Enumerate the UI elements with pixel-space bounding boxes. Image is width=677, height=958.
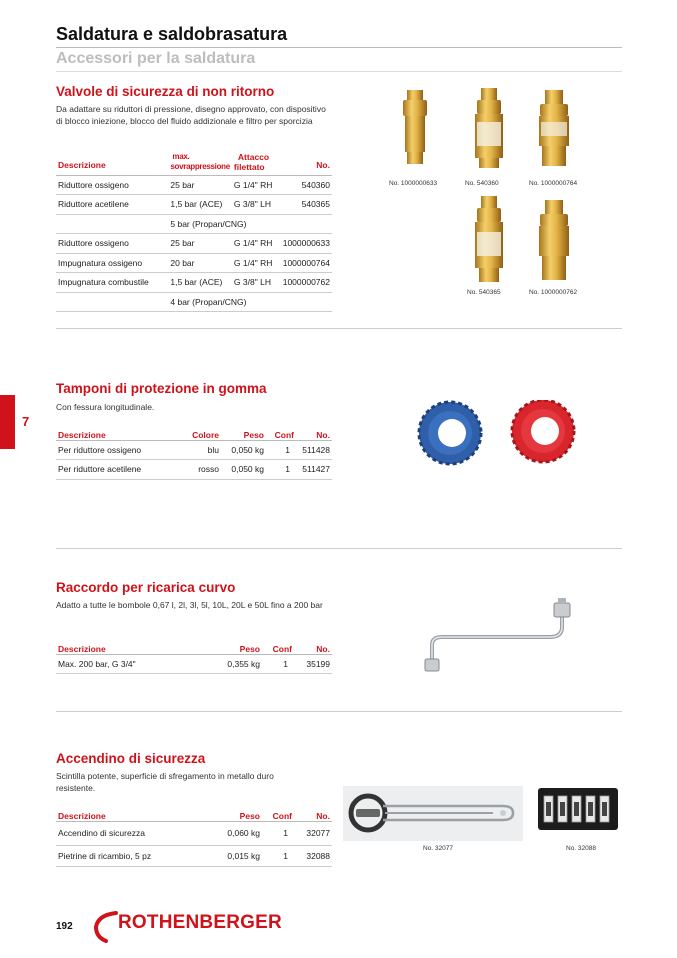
cell-thread: G 1/4" RH	[232, 175, 277, 195]
caption-flints: No. 32088	[566, 845, 596, 852]
col-header-no: No.	[277, 151, 332, 175]
cell-weight: 0,050 kg	[221, 440, 266, 460]
table-row	[56, 234, 332, 254]
col-header-max: max.	[172, 151, 190, 161]
rothenberger-logo-icon	[92, 909, 120, 943]
col-header-pack: Conf	[262, 637, 294, 654]
col-header-attacco: Attacco	[237, 151, 270, 162]
valves-table	[56, 151, 332, 312]
page-number: 192	[56, 921, 73, 932]
cell-desc: Impugnatura ossigeno	[56, 253, 168, 273]
cell-no: 540365	[277, 195, 332, 215]
subtitle-rule	[56, 71, 622, 72]
col-header-pack: Conf	[262, 804, 294, 821]
table-row	[56, 292, 332, 312]
cell-color: rosso	[176, 460, 221, 480]
section-desc-lighter: Scintilla potente, superficie di sfregamento in metallo duro resistente.	[56, 771, 274, 793]
cell-pack: 1	[266, 460, 296, 480]
cell-thread: G 3/8" LH	[232, 273, 277, 293]
cell-thread: G 3/8" LH	[232, 195, 277, 215]
col-header-weight: Peso	[206, 804, 262, 821]
cell-pressure: 5 bar (Propan/CNG)	[168, 214, 332, 234]
valve-product-images	[385, 82, 605, 302]
table-row	[56, 214, 332, 234]
caption-valve-3: No. 1000000764	[529, 180, 578, 187]
section-divider	[56, 711, 622, 712]
rubber-caps-images	[415, 400, 585, 470]
col-header-weight: Peso	[206, 637, 262, 654]
col-header-color: Colore	[176, 423, 221, 440]
caption-valve-5: No. 1000000762	[529, 289, 578, 296]
cell-pack: 1	[262, 654, 294, 674]
cell-no: 511427	[296, 460, 332, 480]
cell-no: 511428	[296, 440, 332, 460]
cell-weight: 0,050 kg	[221, 460, 266, 480]
cell-desc	[56, 214, 168, 234]
table-row	[56, 460, 332, 480]
connector-table	[56, 637, 332, 674]
col-header-description: Descrizione	[56, 151, 168, 175]
connector-image	[420, 595, 585, 685]
col-header-max-pressure	[168, 151, 232, 175]
cell-desc: Riduttore acetilene	[56, 195, 168, 215]
col-header-no: No.	[294, 637, 332, 654]
section-divider	[56, 548, 622, 549]
cell-no: 32088	[294, 845, 332, 866]
lighter-image	[343, 786, 523, 841]
caption-valve-2: No. 540360	[465, 180, 499, 187]
cell-desc: Per riduttore acetilene	[56, 460, 176, 480]
col-header-description: Descrizione	[56, 637, 206, 654]
cell-pressure: 4 bar (Propan/CNG)	[168, 292, 332, 312]
cell-desc: Impugnatura combustile	[56, 273, 168, 293]
cell-desc: Accendino di sicurezza	[56, 821, 206, 845]
cell-desc: Riduttore ossigeno	[56, 234, 168, 254]
cell-pressure: 25 bar	[168, 175, 232, 195]
valve-540365-image	[475, 196, 503, 282]
table-row	[56, 845, 332, 866]
col-header-filettato: filettato	[233, 161, 265, 172]
col-header-thread	[232, 151, 277, 175]
valve-540360-image	[475, 88, 503, 168]
section-desc-caps: Con fessura longitudinale.	[56, 402, 155, 412]
cell-no: 1000000762	[277, 273, 332, 293]
section-title-connector: Raccordo per ricarica curvo	[56, 580, 236, 595]
valve-1000000764-image	[539, 90, 569, 166]
cell-no: 540360	[277, 175, 332, 195]
col-header-no: No.	[296, 423, 332, 440]
cell-pack: 1	[262, 845, 294, 866]
cell-pack: 1	[266, 440, 296, 460]
cell-pressure: 1,5 bar (ACE)	[168, 195, 232, 215]
chapter-tab	[0, 395, 15, 449]
cell-no: 35199	[294, 654, 332, 674]
col-header-pack: Conf	[266, 423, 296, 440]
lighter-table	[56, 804, 332, 867]
col-header-description: Descrizione	[56, 423, 176, 440]
caption-valve-1: No. 1000000633	[389, 180, 438, 187]
blue-cap-image	[419, 402, 481, 464]
cell-pressure: 20 bar	[168, 253, 232, 273]
brand-name: ROTHENBERGER	[118, 912, 282, 933]
cell-pack: 1	[262, 821, 294, 845]
cell-no: 1000000633	[277, 234, 332, 254]
cell-desc: Max. 200 bar, G 3/4"	[56, 654, 206, 674]
cell-desc	[56, 292, 168, 312]
flints-image	[538, 788, 618, 830]
valve-1000000762-image	[539, 200, 569, 280]
table-row	[56, 821, 332, 845]
col-header-no: No.	[294, 804, 332, 821]
table-row	[56, 175, 332, 195]
chapter-number: 7	[22, 414, 30, 429]
title-rule	[56, 47, 622, 48]
col-header-overpressure: sovrappressione	[170, 161, 230, 171]
cell-thread: G 1/4" RH	[232, 253, 277, 273]
table-row	[56, 654, 332, 674]
cell-pressure: 1,5 bar (ACE)	[168, 273, 232, 293]
cell-no: 32077	[294, 821, 332, 845]
cell-pressure: 25 bar	[168, 234, 232, 254]
cell-desc: Per riduttore ossigeno	[56, 440, 176, 460]
table-row	[56, 253, 332, 273]
red-cap-image	[512, 400, 574, 462]
cell-desc: Pietrine di ricambio, 5 pz	[56, 845, 206, 866]
section-title-lighter: Accendino di sicurezza	[56, 751, 206, 766]
col-header-description: Descrizione	[56, 804, 206, 821]
cell-weight: 0,060 kg	[206, 821, 262, 845]
caption-valve-4: No. 540365	[467, 289, 501, 296]
cell-desc: Riduttore ossigeno	[56, 175, 168, 195]
cell-no: 1000000764	[277, 253, 332, 273]
section-desc-connector: Adatto a tutte le bombole 0,67 l, 2l, 3l, 5l, 10L, 20L e 50L fino a 200 bar	[56, 600, 323, 610]
cell-thread: G 1/4" RH	[232, 234, 277, 254]
table-row	[56, 195, 332, 215]
caption-lighter: No. 32077	[423, 845, 453, 852]
section-desc-valves: Da adattare su riduttori di pressione, disegno approvato, con dispositivo di blocco iniezione, blocco del fluido addizionale e filtro per sporcizia	[56, 104, 326, 126]
table-row	[56, 440, 332, 460]
table-row	[56, 273, 332, 293]
section-title-caps: Tamponi di protezione in gomma	[56, 381, 267, 396]
col-header-weight: Peso	[221, 423, 266, 440]
valve-1000000633-image	[403, 90, 427, 164]
page-title: Saldatura e saldobrasatura	[56, 24, 288, 44]
cell-weight: 0,355 kg	[206, 654, 262, 674]
caps-table	[56, 423, 332, 480]
cell-weight: 0,015 kg	[206, 845, 262, 866]
section-divider	[56, 328, 622, 329]
page-subtitle: Accessori per la saldatura	[56, 50, 256, 67]
section-title-valves: Valvole di sicurezza di non ritorno	[56, 84, 275, 99]
cell-color: blu	[176, 440, 221, 460]
